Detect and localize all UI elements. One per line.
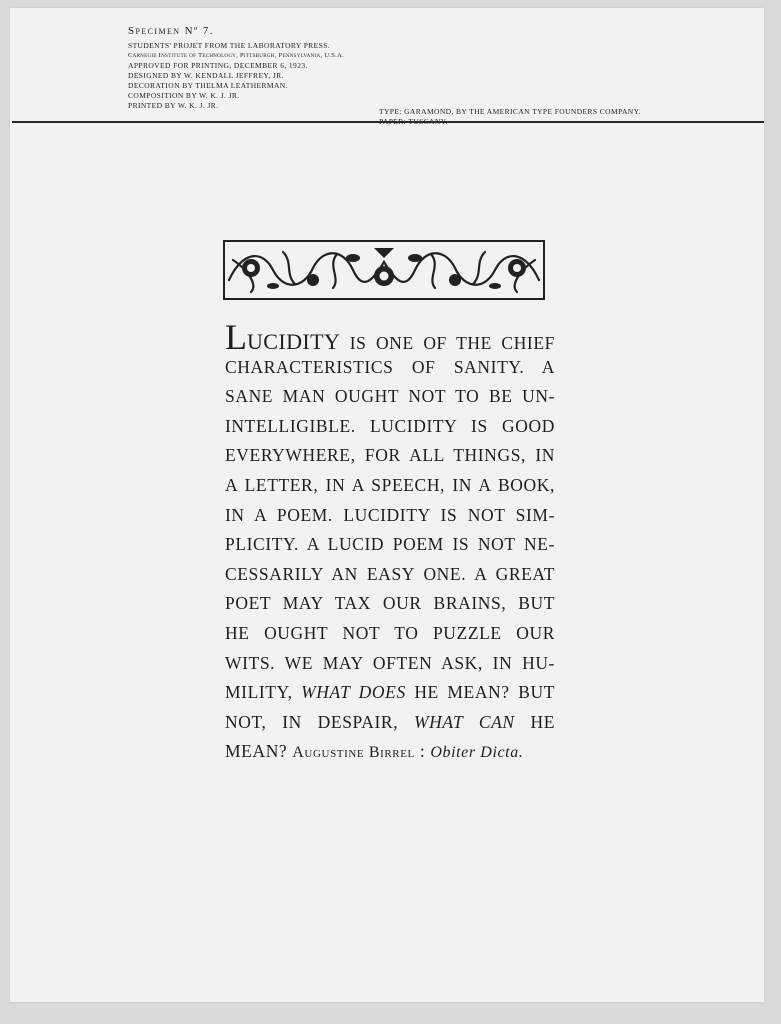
colophon-line-printed: PRINTED BY W. K. J. JR. bbox=[128, 101, 219, 110]
italic-phrase: WHAT DOES bbox=[301, 682, 406, 703]
quote-line: POET MAY TAX OUR BRAINS, BUT bbox=[225, 593, 555, 614]
quote-line: INTELLIGIBLE. LUCIDITY IS GOOD bbox=[225, 415, 555, 436]
floral-scroll-ornament-icon bbox=[223, 240, 545, 300]
quote-line: EVERYWHERE, FOR ALL THINGS, IN bbox=[225, 445, 555, 466]
colophon-line-designed: DESIGNED BY W. KENDALL JEFFREY, JR. bbox=[128, 71, 284, 80]
quote-attribution-line: MEAN? Augustine Birrel : Obiter Dicta. bbox=[225, 741, 524, 762]
colophon bbox=[128, 24, 768, 116]
quote-source: Obiter Dicta. bbox=[430, 744, 524, 762]
quote-line: WITS. WE MAY OFTEN ASK, IN HU- bbox=[225, 652, 555, 673]
paper-sheet bbox=[10, 8, 764, 1002]
colophon-line-project: STUDENTS' PROJET FROM THE LABORATORY PRESS. bbox=[128, 41, 331, 50]
quote-line: NOT, IN DESPAIR, WHAT CAN HE bbox=[225, 711, 555, 732]
colophon-line-decoration: DECORATION BY THELMA LEATHERMAN. bbox=[128, 81, 288, 90]
colophon-line-composition: COMPOSITION BY W. K. J. JR. bbox=[128, 91, 240, 100]
drop-cap: L bbox=[225, 317, 247, 357]
colophon-line-institute: Carnegie Institute of Technology, Pittsburgh, Pennsylvania, U.S.A. bbox=[128, 52, 344, 59]
quote-author: Augustine Birrel bbox=[292, 744, 415, 762]
specimen-number: Specimen Nº 7. bbox=[128, 25, 214, 37]
quote-line: CHARACTERISTICS OF SANITY. A bbox=[225, 356, 555, 377]
colophon-type-paper bbox=[379, 107, 679, 127]
colophon-line-approved: APPROVED FOR PRINTING, DECEMBER 6, 1923. bbox=[128, 61, 308, 70]
quote-line: PLICITY. A LUCID POEM IS NOT NE- bbox=[225, 534, 555, 555]
quote-line: HE OUGHT NOT TO PUZZLE OUR bbox=[225, 622, 555, 643]
italic-phrase: WHAT CAN bbox=[413, 711, 515, 732]
header-rule bbox=[12, 121, 764, 123]
quote-line: LUCIDITY IS ONE OF THE CHIEF bbox=[225, 317, 555, 357]
first-word: UCIDITY bbox=[247, 329, 341, 354]
quote-line: CESSARILY AN EASY ONE. A GREAT bbox=[225, 563, 555, 584]
quote-line: A LETTER, IN A SPEECH, IN A BOOK, bbox=[225, 474, 555, 495]
quote-line: SANE MAN OUGHT NOT TO BE UN- bbox=[225, 386, 555, 407]
quotation-text bbox=[225, 317, 555, 767]
quote-line: IN A POEM. LUCIDITY IS NOT SIM- bbox=[225, 504, 555, 525]
colophon-type: TYPE: GARAMOND, BY THE AMERICAN TYPE FOUNDERS COMPANY. bbox=[379, 107, 641, 116]
quote-line: MILITY, WHAT DOES HE MEAN? BUT bbox=[225, 682, 555, 703]
